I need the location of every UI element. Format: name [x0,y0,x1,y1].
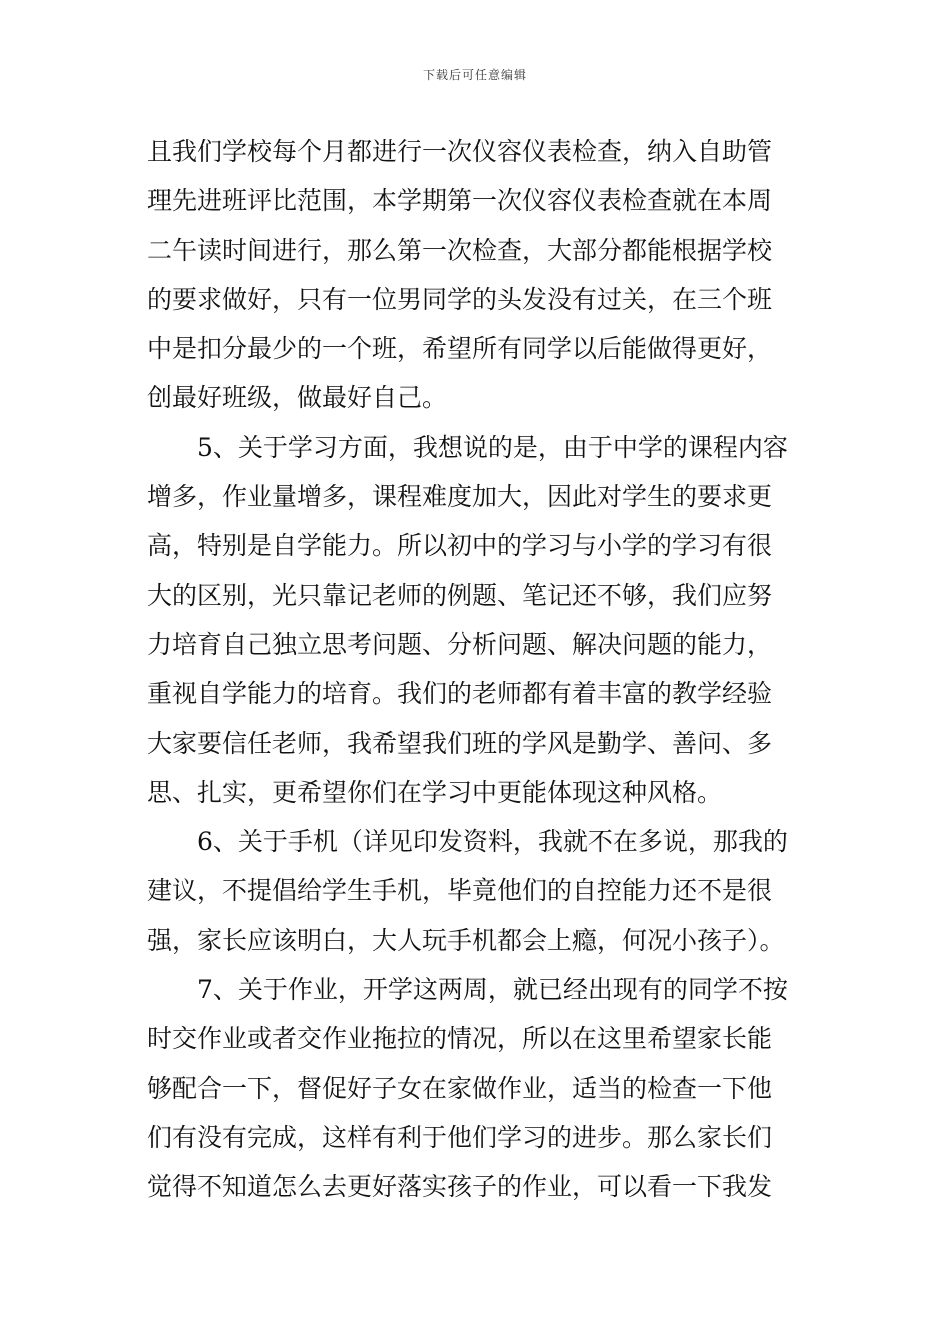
text-line: 理先进班评比范围，本学期第一次仪容仪表检查就在本周 [147,186,773,216]
document-body [147,127,807,1212]
text-line: 5、关于学习方面，我想说的是，由于中学的课程内容 [197,432,788,462]
text-line: 6、关于手机（详见印发资料，我就不在多说，那我的 [197,827,788,857]
text-line: 二午读时间进行，那么第一次检查，大部分都能根据学校 [147,235,773,265]
text-line: 中是扣分最少的一个班，希望所有同学以后能做得更好， [147,334,773,364]
text-line: 大家要信任老师，我希望我们班的学风是勤学、善问、多 [147,728,773,758]
text-line: 觉得不知道怎么去更好落实孩子的作业，可以看一下我发 [147,1172,773,1202]
header-note: 下载后可任意编辑 [422,68,527,82]
text-line: 们有没有完成，这样有利于他们学习的进步。那么家长们 [147,1122,773,1152]
text-line: 力培育自己独立思考问题、分析问题、解决问题的能力， [147,629,773,659]
text-line: 大的区别，光只靠记老师的例题、笔记还不够，我们应努 [147,580,773,610]
text-line: 高，特别是自学能力。所以初中的学习与小学的学习有很 [147,531,773,561]
text-line: 时交作业或者交作业拖拉的情况，所以在这里希望家长能 [147,1024,773,1054]
text-line: 创最好班级，做最好自己。 [147,383,448,413]
text-line: 的要求做好，只有一位男同学的头发没有过关，在三个班 [147,284,773,314]
text-line: 7、关于作业，开学这两周，就已经出现有的同学不按 [197,975,788,1005]
text-line: 建议，不提倡给学生手机，毕竟他们的自控能力还不是很 [147,876,773,906]
text-line: 强，家长应该明白，大人玩手机都会上瘾，何况小孩子）。 [147,925,785,955]
text-line: 重视自学能力的培育。我们的老师都有着丰富的教学经验 [147,679,773,709]
text-line: 且我们学校每个月都进行一次仪容仪表检查，纳入自助管 [147,137,773,166]
text-line: 够配合一下，督促好子女在家做作业，适当的检查一下他 [147,1073,773,1103]
text-line: 思、扎实，更希望你们在学习中更能体现这种风格。 [147,777,723,807]
text-line: 增多，作业量增多，课程难度加大，因此对学生的要求更 [147,482,773,512]
